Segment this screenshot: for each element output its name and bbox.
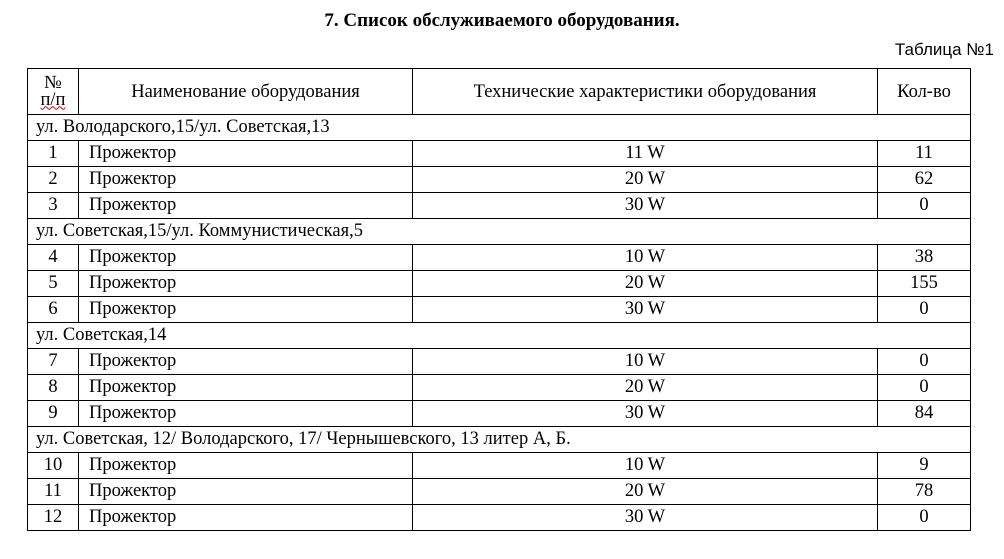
row-number: 9 (28, 401, 79, 427)
equipment-spec: 11 W (413, 141, 878, 167)
table-row (28, 479, 971, 505)
table-row (28, 141, 971, 167)
table-caption: Таблица №1 (894, 40, 994, 59)
equipment-spec: 10 W (413, 349, 878, 375)
equipment-table (27, 68, 971, 531)
table-header-row (28, 69, 971, 115)
equipment-name: Прожектор (79, 453, 413, 479)
equipment-quantity: 0 (878, 349, 971, 375)
table-row (28, 453, 971, 479)
section-address: ул. Советская,14 (28, 323, 971, 349)
section-address: ул. Советская,15/ул. Коммунистическая,5 (28, 219, 971, 245)
table-row (28, 349, 971, 375)
equipment-spec: 30 W (413, 193, 878, 219)
equipment-quantity: 9 (878, 453, 971, 479)
row-number: 4 (28, 245, 79, 271)
equipment-quantity: 84 (878, 401, 971, 427)
row-number: 12 (28, 505, 79, 531)
equipment-quantity: 155 (878, 271, 971, 297)
row-number: 7 (28, 349, 79, 375)
section-row (28, 323, 971, 349)
equipment-spec: 20 W (413, 271, 878, 297)
equipment-quantity: 0 (878, 297, 971, 323)
column-header-num-symbol: № (44, 72, 62, 93)
equipment-name: Прожектор (79, 193, 413, 219)
table-row (28, 375, 971, 401)
section-address: ул. Советская, 12/ Володарского, 17/ Чернышевского, 13 литер А, Б. (28, 427, 971, 453)
row-number: 2 (28, 167, 79, 193)
equipment-quantity: 0 (878, 505, 971, 531)
equipment-spec: 20 W (413, 375, 878, 401)
equipment-spec: 20 W (413, 167, 878, 193)
column-header-name: Наименование оборудования (79, 69, 413, 115)
equipment-spec: 20 W (413, 479, 878, 505)
equipment-quantity: 0 (878, 375, 971, 401)
row-number: 1 (28, 141, 79, 167)
table-row (28, 271, 971, 297)
table-row (28, 167, 971, 193)
equipment-name: Прожектор (79, 349, 413, 375)
equipment-spec: 10 W (413, 453, 878, 479)
column-header-num (28, 69, 79, 115)
section-row (28, 427, 971, 453)
equipment-spec: 30 W (413, 505, 878, 531)
equipment-name: Прожектор (79, 505, 413, 531)
row-number: 8 (28, 375, 79, 401)
column-header-spec: Технические характеристики оборудования (413, 69, 878, 115)
equipment-name: Прожектор (79, 375, 413, 401)
equipment-quantity: 78 (878, 479, 971, 505)
equipment-quantity: 62 (878, 167, 971, 193)
row-number: 10 (28, 453, 79, 479)
table-row (28, 193, 971, 219)
row-number: 11 (28, 479, 79, 505)
equipment-name: Прожектор (79, 141, 413, 167)
equipment-quantity: 11 (878, 141, 971, 167)
column-header-num-abbrev: п/п (40, 89, 66, 110)
equipment-name: Прожектор (79, 297, 413, 323)
table-row (28, 505, 971, 531)
table-body (28, 115, 971, 531)
section-row (28, 115, 971, 141)
row-number: 5 (28, 271, 79, 297)
section-address: ул. Володарского,15/ул. Советская,13 (28, 115, 971, 141)
column-header-qty: Кол-во (878, 69, 971, 115)
equipment-name: Прожектор (79, 401, 413, 427)
table-row (28, 401, 971, 427)
equipment-spec: 30 W (413, 401, 878, 427)
equipment-name: Прожектор (79, 271, 413, 297)
equipment-spec: 10 W (413, 245, 878, 271)
equipment-quantity: 0 (878, 193, 971, 219)
section-row (28, 219, 971, 245)
equipment-quantity: 38 (878, 245, 971, 271)
equipment-name: Прожектор (79, 167, 413, 193)
page-title: 7. Список обслуживаемого оборудования. (324, 10, 680, 31)
equipment-name: Прожектор (79, 245, 413, 271)
row-number: 3 (28, 193, 79, 219)
table-row (28, 245, 971, 271)
equipment-name: Прожектор (79, 479, 413, 505)
row-number: 6 (28, 297, 79, 323)
equipment-spec: 30 W (413, 297, 878, 323)
table-row (28, 297, 971, 323)
